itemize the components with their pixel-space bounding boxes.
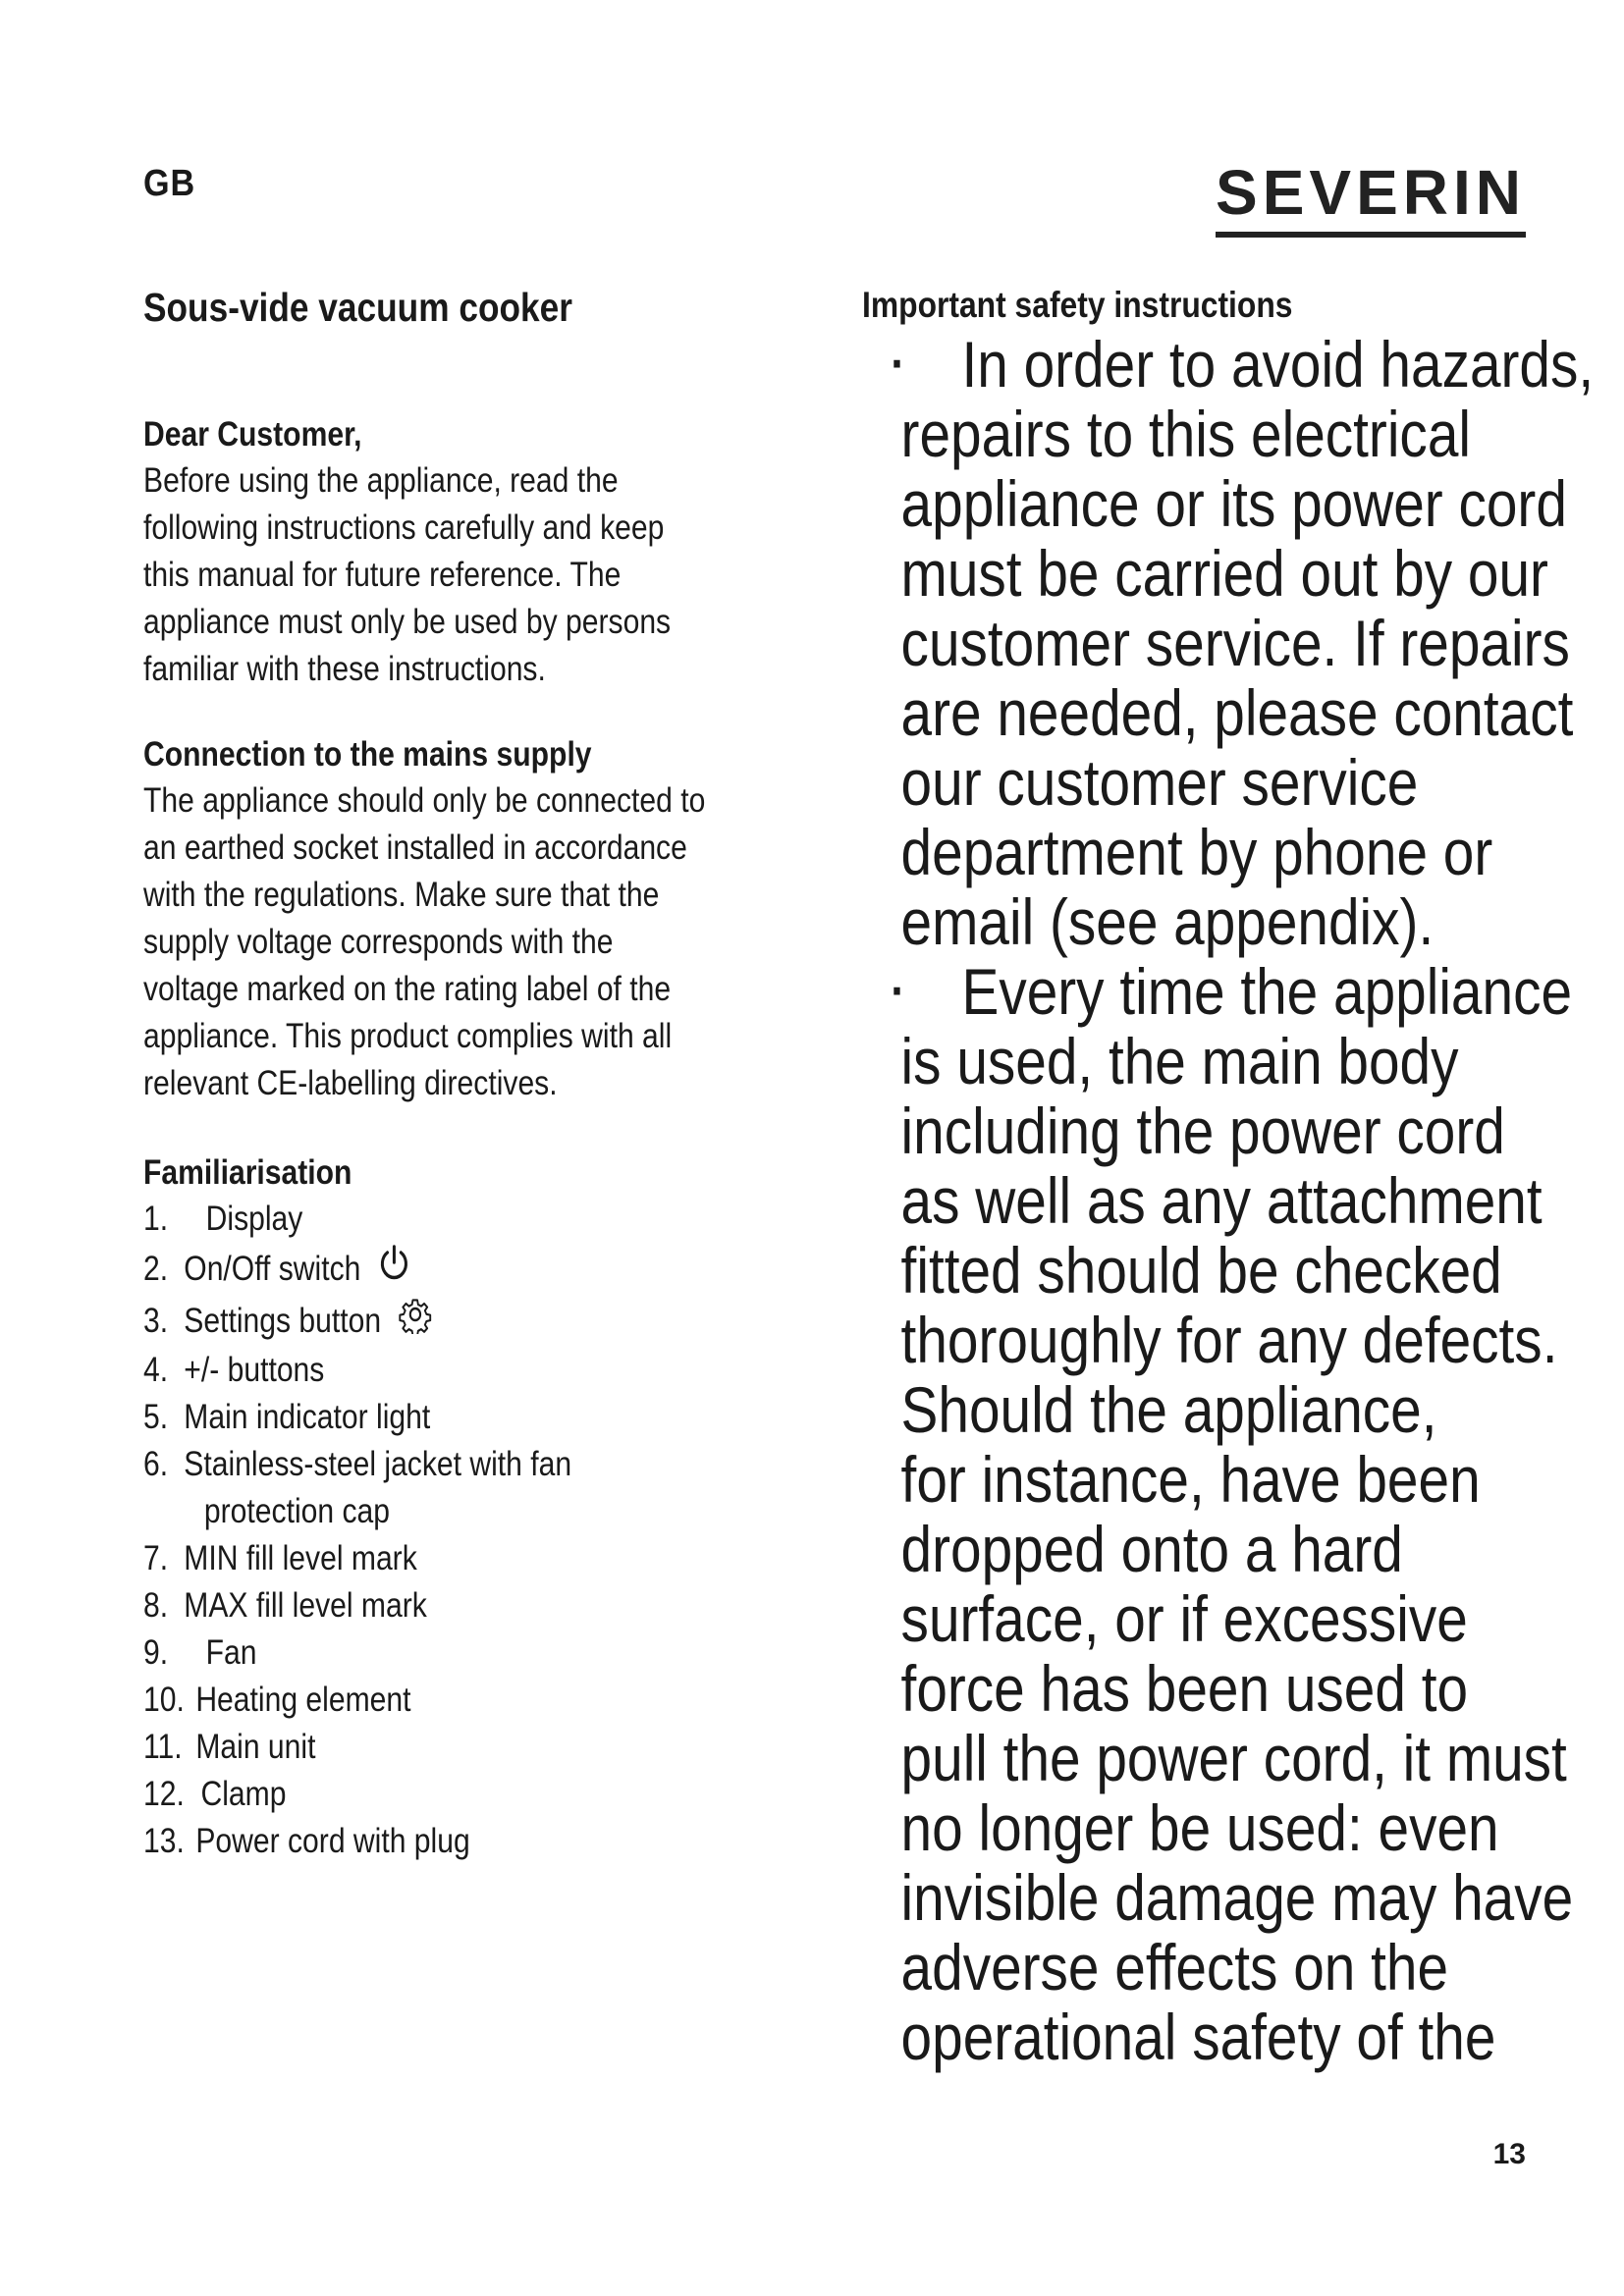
item-label: Main indicator light <box>184 1398 431 1436</box>
text-line: are needed, please contact <box>900 676 1574 749</box>
item-label: MIN fill level mark <box>184 1539 417 1577</box>
text-line: familiar with these instructions. <box>143 650 546 688</box>
item-label: Fan <box>205 1633 257 1672</box>
safety-heading: Important safety instructions <box>862 285 1293 325</box>
list-item <box>143 1394 734 1441</box>
text-line: with the regulations. Make sure that the <box>143 876 660 914</box>
item-number: 3. <box>143 1301 169 1340</box>
item-number: 12. <box>143 1775 185 1813</box>
list-item <box>143 1196 734 1243</box>
item-number: 11. <box>143 1728 183 1766</box>
text-line: adverse effects on the <box>900 1931 1449 2003</box>
item-label: MAX fill level mark <box>184 1586 427 1625</box>
text-line: this manual for future reference. The <box>143 556 622 594</box>
text-line: supply voltage corresponds with the <box>143 923 614 961</box>
list-item <box>143 1724 734 1771</box>
power-icon <box>378 1243 411 1295</box>
text-line: thoroughly for any defects. <box>900 1304 1558 1376</box>
text-line: an earthed socket installed in accordance <box>143 828 687 867</box>
text-line: operational safety of the <box>900 2001 1496 2073</box>
text-line: is used, the main body <box>900 1025 1459 1097</box>
text-line: as well as any attachment <box>900 1164 1543 1237</box>
text-line: no longer be used: even <box>900 1791 1499 1864</box>
brand-logo: SEVERIN <box>1216 161 1526 238</box>
item-label: On/Off switch <box>184 1249 361 1288</box>
item-number: 8. <box>143 1586 169 1625</box>
text-line: Before using the appliance, read the <box>143 461 619 500</box>
list-item <box>143 1771 734 1818</box>
text-line: Should the appliance, <box>900 1373 1437 1446</box>
text-line: fitted should be checked <box>900 1234 1502 1307</box>
item-number: 7. <box>143 1539 169 1577</box>
item-label: Settings button <box>184 1301 382 1340</box>
item-label: Display <box>205 1200 303 1238</box>
parts-list <box>143 1196 734 1865</box>
text-line: In order to avoid hazards, <box>961 328 1595 400</box>
bullet-first-line <box>862 955 1573 1028</box>
item-number: 10. <box>143 1681 185 1719</box>
mains-heading: Connection to the mains supply <box>143 735 592 774</box>
list-item <box>143 1441 734 1488</box>
item-label: Main unit <box>195 1728 316 1766</box>
list-item <box>143 1347 734 1394</box>
text-line: The appliance should only be connected to <box>143 781 706 820</box>
list-item <box>143 1243 734 1295</box>
item-label: Heating element <box>195 1681 411 1719</box>
text-line: voltage marked on the rating label of the <box>143 970 672 1008</box>
bullet-icon: · <box>891 336 906 393</box>
text-line: department by phone or <box>900 816 1493 888</box>
text-line: appliance must only be used by persons <box>143 603 672 641</box>
page-number: 13 <box>1492 2138 1526 2170</box>
list-item <box>143 1818 734 1865</box>
item-label: Clamp <box>200 1775 287 1813</box>
text-line: pull the power cord, it must <box>900 1722 1567 1794</box>
right-column <box>862 283 1595 2073</box>
mains-paragraph <box>143 777 734 1107</box>
list-item <box>143 1629 734 1677</box>
text-line: dropped onto a hard <box>900 1513 1403 1585</box>
gear-icon <box>398 1295 431 1347</box>
item-number: 2. <box>143 1249 169 1288</box>
text-line: for instance, have been <box>900 1443 1481 1516</box>
familiarisation-heading: Familiarisation <box>143 1153 352 1192</box>
item-number: 1. <box>143 1200 169 1238</box>
safety-bullet-1 <box>862 328 1595 958</box>
list-item-continuation <box>143 1488 734 1535</box>
safety-bullet-2 <box>862 955 1574 2073</box>
language-code: GB <box>143 163 196 204</box>
item-label: Stainless-steel jacket with fan <box>184 1445 572 1483</box>
text-line: must be carried out by our <box>900 537 1548 610</box>
item-number: 9. <box>143 1633 169 1672</box>
text-line: repairs to this electrical <box>900 398 1471 470</box>
text-line: force has been used to <box>900 1652 1469 1725</box>
item-number: 4. <box>143 1351 169 1389</box>
text-line: invisible damage may have <box>900 1861 1574 1934</box>
bullet-first-line <box>862 328 1595 400</box>
text-line: Every time the appliance <box>961 955 1573 1028</box>
greeting-heading: Dear Customer, <box>143 415 362 454</box>
text-line: our customer service <box>900 746 1419 819</box>
text-line: including the power cord <box>900 1095 1505 1167</box>
item-label: Power cord with plug <box>195 1822 470 1860</box>
item-number: 6. <box>143 1445 169 1483</box>
text-line: surface, or if excessive <box>900 1582 1468 1655</box>
item-label: protection cap <box>203 1492 391 1530</box>
list-item <box>143 1582 734 1629</box>
text-line: following instructions carefully and keep <box>143 508 665 547</box>
bullet-icon: · <box>891 963 906 1020</box>
list-item <box>143 1295 734 1347</box>
greeting-paragraph <box>143 457 734 693</box>
item-label: +/- buttons <box>184 1351 325 1389</box>
item-number: 13. <box>143 1822 185 1860</box>
document-title: Sous-vide vacuum cooker <box>143 285 572 330</box>
text-line: appliance. This product complies with all <box>143 1017 673 1055</box>
left-column <box>143 283 831 1865</box>
list-item <box>143 1677 734 1724</box>
text-line: customer service. If repairs <box>900 607 1570 679</box>
text-line: appliance or its power cord <box>900 467 1567 540</box>
item-number: 5. <box>143 1398 169 1436</box>
list-item <box>143 1535 734 1582</box>
text-line: relevant CE-labelling directives. <box>143 1064 558 1102</box>
text-line: email (see appendix). <box>900 885 1435 958</box>
